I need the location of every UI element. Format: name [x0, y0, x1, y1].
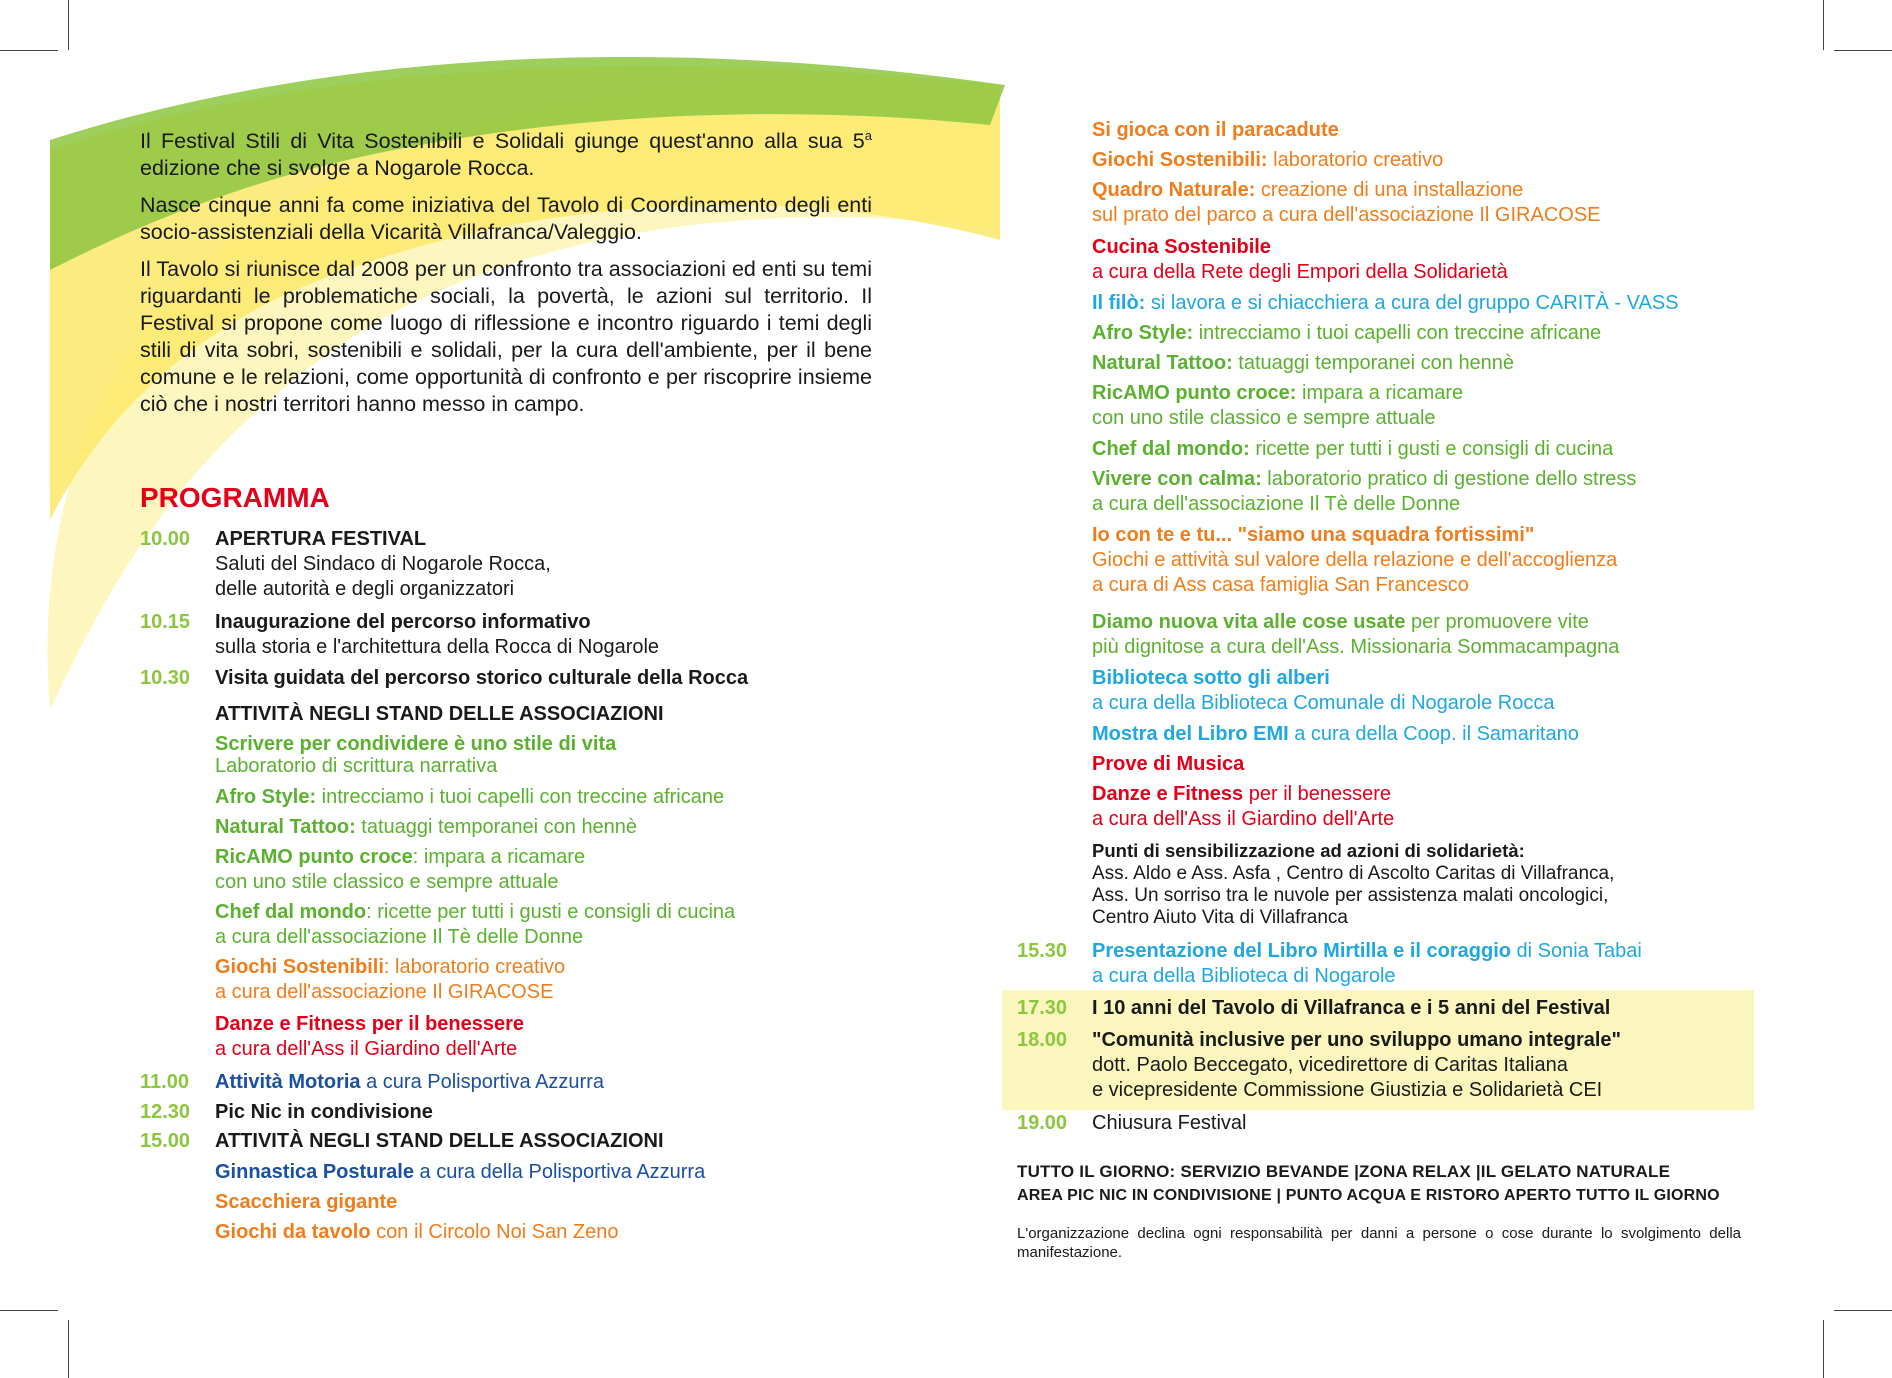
program-entry: Chef dal mondo: ricette per tutti i gusti e consigli di cucina a cura dell'associazione Il Tè delle Donne: [215, 901, 736, 948]
program-entry: Io con te e tu... "siamo una squadra fortissimi" Giochi e attività sul valore della relazione e dell'accoglienza a cura di Ass casa famiglia San Francesco: [1092, 524, 1618, 596]
time-label: 10.30: [140, 667, 191, 689]
program-entry: Biblioteca sotto gli alberi a cura della Biblioteca Comunale di Nogarole Rocca: [1092, 667, 1555, 714]
program-entry: RicAMO punto croce: impara a ricamare con uno stile classico e sempre attuale: [215, 846, 586, 893]
program-entry: Attività Motoria a cura Polisportiva Azzurra: [215, 1071, 604, 1093]
crop-mark: [0, 1310, 58, 1311]
crop-mark: [68, 1320, 69, 1378]
time-label: 10.15: [140, 611, 191, 633]
program-entry: Danze e Fitness per il benessere a cura dell'Ass il Giardino dell'Arte: [215, 1013, 525, 1060]
program-entry: Cucina Sostenibile a cura della Rete degli Empori della Solidarietà: [1092, 236, 1508, 283]
program-entry: Chef dal mondo: ricette per tutti i gusti e consigli di cucina: [1092, 438, 1614, 460]
intro-paragraph: Nasce cinque anni fa come iniziativa del Tavolo di Coordinamento degli enti socio-assistenziali della Vicarità Villafranca/Valeggio.: [140, 193, 872, 245]
program-entry: Pic Nic in condivisione: [215, 1101, 433, 1123]
program-entry: I 10 anni del Tavolo di Villafranca e i 5 anni del Festival: [1092, 997, 1611, 1019]
crop-mark: [1823, 0, 1824, 50]
program-entry: "Comunità inclusive per uno sviluppo umano integrale" dott. Paolo Beccegato, vicedirettore di Caritas Italiana e vicepresidente Commissione Giustizia e Solidarietà CEI: [1092, 1029, 1622, 1101]
time-label: 12.30: [140, 1101, 191, 1123]
program-entry: Inaugurazione del percorso informativo sulla storia e l'architettura della Rocca di Nogarole: [215, 611, 660, 658]
program-entry: Danze e Fitness per il benessere a cura dell'Ass il Giardino dell'Arte: [1092, 783, 1395, 830]
time-label: 17.30: [1017, 997, 1068, 1019]
program-entry: Giochi Sostenibili: laboratorio creativo: [1092, 149, 1444, 171]
program-entry: Scrivere per condividere è uno stile di vita Laboratorio di scrittura narrativa: [215, 733, 617, 777]
crop-mark: [1834, 50, 1892, 51]
crop-mark: [1834, 1310, 1892, 1311]
program-entry: Mostra del Libro EMI a cura della Coop. il Samaritano: [1092, 723, 1579, 745]
intro-text: [140, 122, 872, 428]
program-entry: Visita guidata del percorso storico culturale della Rocca: [215, 667, 749, 689]
program-entry: APERTURA FESTIVAL Saluti del Sindaco di Nogarole Rocca, delle autorità e degli organizzatori: [215, 528, 551, 600]
time-label: 19.00: [1017, 1112, 1068, 1134]
program-entry: Vivere con calma: laboratorio pratico di gestione dello stress a cura dell'associazione Il Tè delle Donne: [1092, 468, 1637, 515]
program-entry: RicAMO punto croce: impara a ricamare con uno stile classico e sempre attuale: [1092, 382, 1464, 429]
intro-paragraph: Il Festival Stili di Vita Sostenibili e Solidali giunge quest'anno alla sua 5$^a$ edizione che si svolge a Nogarole Rocca.: [140, 128, 872, 181]
program-entry: Scacchiera gigante: [215, 1191, 398, 1213]
program-entry: Punti di sensibilizzazione ad azioni di solidarietà: Ass. Aldo e Ass. Asfa , Centro di Ascolto Caritas di Villafranca, Ass. Un sorriso tra le nuvole per assistenza malati oncologici, Centro Aiuto Vita di Villafranca: [1092, 840, 1615, 928]
time-label: 18.00: [1017, 1029, 1068, 1051]
program-entry: Diamo nuova vita alle cose usate per promuovere vite più dignitose a cura dell'Ass. Missionaria Sommacampagna: [1092, 611, 1620, 658]
program-entry: Si gioca con il paracadute: [1092, 119, 1339, 141]
footer-area: AREA PIC NIC IN CONDIVISIONE | PUNTO ACQUA E RISTORO APERTO TUTTO IL GIORNO: [1017, 1187, 1720, 1204]
program-entry: Natural Tattoo: tatuaggi temporanei con hennè: [1092, 352, 1515, 374]
time-label: 15.00: [140, 1130, 191, 1152]
program-entry: ATTIVITÀ NEGLI STAND DELLE ASSOCIAZIONI: [215, 703, 664, 725]
program-entry: Presentazione del Libro Mirtilla e il coraggio di Sonia Tabai a cura della Biblioteca di Nogarole: [1092, 940, 1642, 987]
program-entry: Afro Style: intrecciamo i tuoi capelli con treccine africane: [1092, 322, 1602, 344]
footer-disclaimer: L'organizzazione declina ogni responsabilità per danni a persone o cose durante lo svolgimento della manifestazione.: [1017, 1225, 1741, 1261]
program-entry: Giochi da tavolo con il Circolo Noi San Zeno: [215, 1221, 619, 1243]
crop-mark: [1823, 1320, 1824, 1378]
program-entry: ATTIVITÀ NEGLI STAND DELLE ASSOCIAZIONI: [215, 1130, 664, 1152]
time-label: 10.00: [140, 528, 191, 550]
footer-services: TUTTO IL GIORNO: SERVIZIO BEVANDE |ZONA RELAX |IL GELATO NATURALE: [1017, 1162, 1671, 1181]
program-entry: Il filò: si lavora e si chiacchiera a cura del gruppo CARITÀ - VASS: [1092, 292, 1679, 314]
time-label: 15.30: [1017, 940, 1068, 962]
time-label: 11.00: [140, 1071, 189, 1093]
program-entry: Giochi Sostenibili: laboratorio creativo a cura dell'associazione Il GIRACOSE: [215, 956, 566, 1003]
program-entry: Natural Tattoo: tatuaggi temporanei con hennè: [215, 816, 638, 838]
program-entry: Quadro Naturale: creazione di una installazione sul prato del parco a cura dell'associazione Il GIRACOSE: [1092, 179, 1601, 226]
intro-paragraph: Il Tavolo si riunisce dal 2008 per un confronto tra associazioni ed enti su temi riguardanti le problematiche sociali, la povertà, le azioni sul territorio. Il Festival si propone come luogo di riflessione e incontro riguardo i temi degli stili di vita sobri, sostenibili e solidali, per la cura dell'ambiente, per il bene comune e le relazioni, come opportunità di confronto e per riscoprire insieme ciò che i nostri territori hanno messo in campo.: [140, 257, 872, 417]
programma-title: PROGRAMMA: [140, 482, 330, 513]
program-entry: Prove di Musica: [1092, 753, 1245, 775]
program-entry: Ginnastica Posturale a cura della Polisportiva Azzurra: [215, 1161, 706, 1183]
program-entry: Afro Style: intrecciamo i tuoi capelli con treccine africane: [215, 786, 725, 808]
program-entry: Chiusura Festival: [1092, 1112, 1247, 1134]
